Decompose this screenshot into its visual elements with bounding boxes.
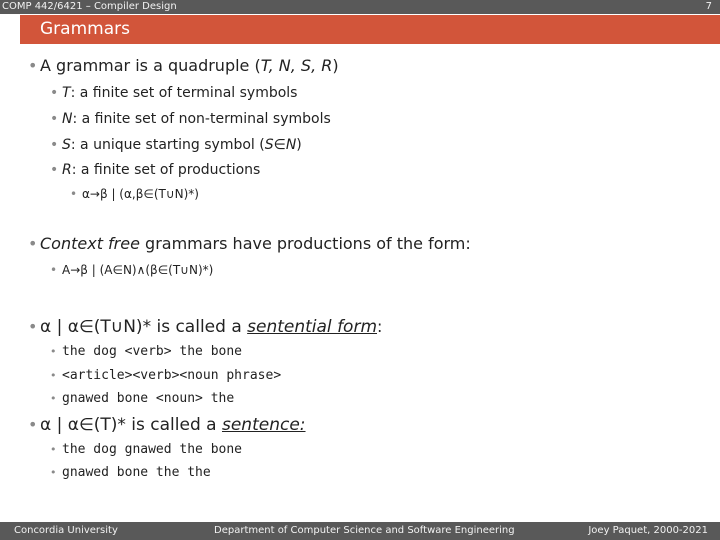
sentential-example-2 <box>50 368 281 384</box>
cfg-production-form <box>50 262 213 278</box>
footer-author: Joey Paquet, 2000-2021 <box>588 525 708 536</box>
footer-university: Concordia University <box>14 525 118 536</box>
example-text: gnawed bone <noun> the <box>62 391 235 406</box>
bullet-marker: • <box>50 466 57 479</box>
sub-bullet-text: : a unique starting symbol ( <box>70 137 265 153</box>
bullet-marker: • <box>28 415 38 434</box>
example-text: gnawed bone the the <box>62 465 211 480</box>
sub-bullet-nonterminals <box>50 110 331 128</box>
var-label: R <box>62 162 72 178</box>
bullet-grammar-definition <box>28 56 339 76</box>
sub-bullet-text: : a finite set of non-terminal symbols <box>72 111 331 127</box>
context-free-term: Context free <box>40 234 140 253</box>
bullet-suffix: : <box>377 317 383 336</box>
var-label: S <box>62 137 71 153</box>
membership-expr: S∈N <box>264 137 297 153</box>
sentential-example-1 <box>50 344 242 360</box>
bullet-marker: • <box>50 85 59 101</box>
production-expr: α→β | (α,β∈(T∪N)*) <box>82 187 199 201</box>
production-expr: A→β | (A∈N)∧(β∈(T∪N)*) <box>62 263 214 277</box>
production-form <box>70 186 199 202</box>
bullet-marker: • <box>50 443 57 456</box>
footer-bar <box>0 522 720 540</box>
slide-title: Grammars <box>40 19 130 39</box>
example-text: the dog <verb> the bone <box>62 344 243 359</box>
sub-bullet-text: : a finite set of terminal symbols <box>70 85 298 101</box>
var-label: T <box>62 85 71 101</box>
sub-bullet-terminals <box>50 84 297 102</box>
bullet-marker: • <box>50 345 57 358</box>
sub-bullet-close: ) <box>296 137 302 153</box>
bullet-text: grammars have productions of the form: <box>139 234 471 253</box>
sub-bullet-text: : a finite set of productions <box>71 162 261 178</box>
bullet-sentential-form <box>28 317 382 337</box>
var-label: N <box>62 111 73 127</box>
bullet-marker: • <box>50 162 59 178</box>
bullet-marker: • <box>50 263 58 277</box>
sentential-example-3 <box>50 391 234 407</box>
example-text: <article><verb><noun phrase> <box>62 368 282 383</box>
sub-bullet-start-symbol <box>50 136 302 154</box>
sentential-form-term: sentential form <box>247 317 377 337</box>
tuple-text: T, N, S, R <box>260 56 333 75</box>
footer-department: Department of Computer Science and Software Engineering <box>214 525 515 536</box>
bullet-marker: • <box>50 369 57 382</box>
sentence-example-1 <box>50 442 242 458</box>
bullet-text: A grammar is a quadruple ( <box>40 56 261 75</box>
bullet-marker: • <box>28 234 38 253</box>
bullet-context-free <box>28 234 471 254</box>
bullet-text: α | α∈(T)* is called a <box>40 415 222 435</box>
bullet-marker: • <box>50 392 57 405</box>
bullet-marker: • <box>50 137 59 153</box>
bullet-text: α | α∈(T∪N)* is called a <box>40 317 248 337</box>
sentence-term: sentence: <box>221 415 306 435</box>
bullet-marker: • <box>28 317 38 336</box>
bullet-sentence <box>28 415 306 435</box>
sentence-example-2 <box>50 465 211 481</box>
bullet-marker: • <box>28 56 38 75</box>
sub-bullet-productions <box>50 161 260 179</box>
bullet-marker: • <box>70 187 78 201</box>
bullet-marker: • <box>50 111 59 127</box>
example-text: the dog gnawed the bone <box>62 442 243 457</box>
page-number: 7 <box>705 1 712 12</box>
bullet-close: ) <box>332 56 339 75</box>
course-title: COMP 442/6421 – Compiler Design <box>2 1 177 12</box>
